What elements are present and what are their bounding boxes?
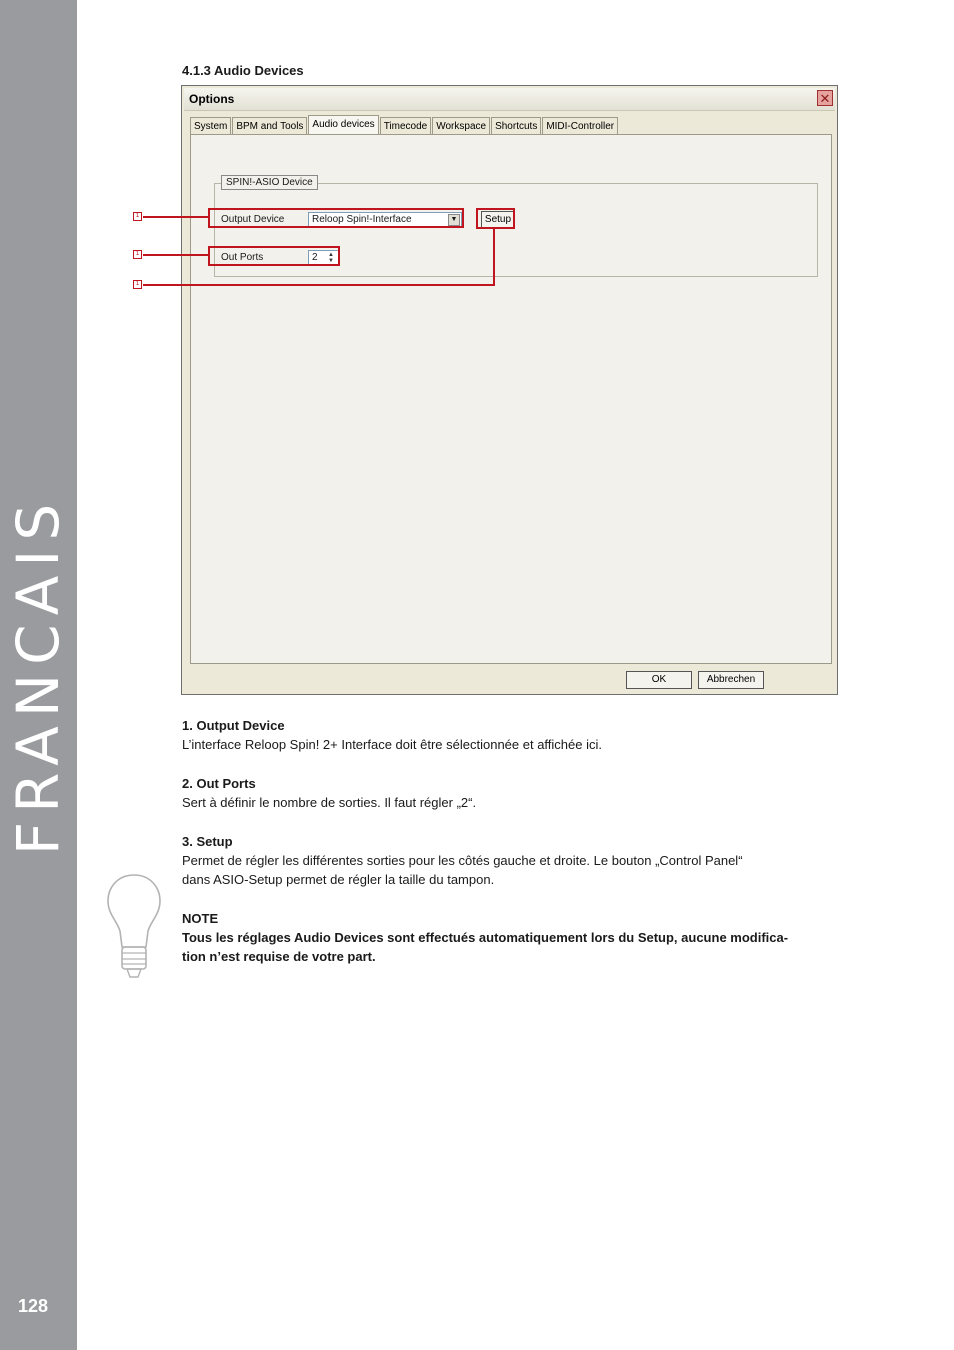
dialog-title: Options — [189, 92, 235, 106]
tab-shortcuts[interactable]: Shortcuts — [491, 117, 541, 135]
chevron-down-icon[interactable]: ▼ — [448, 214, 460, 226]
language-label: FRANCAIS — [4, 494, 72, 856]
out-ports-value: 2 — [312, 252, 318, 263]
item-output-device — [182, 716, 842, 754]
item3-text-line2: dans ASIO-Setup permet de régler la taille du tampon. — [182, 872, 495, 887]
callout-out-ports-box — [208, 246, 340, 266]
ok-button[interactable]: OK — [626, 671, 692, 689]
tab-bar — [190, 117, 619, 135]
dialog-titlebar — [184, 88, 835, 111]
language-sidebar — [0, 0, 77, 1350]
tab-bpm-and-tools[interactable]: BPM and Tools — [232, 117, 307, 135]
tab-audio-devices[interactable]: Audio devices — [308, 115, 378, 136]
callout-line-3 — [143, 284, 495, 286]
item1-text: L’interface Reloop Spin! 2+ Interface doit être sélectionnée et affichée ici. — [182, 737, 602, 752]
output-device-label: Output Device — [221, 214, 285, 225]
item1-heading: 1. Output Device — [182, 718, 285, 733]
callout-line-1 — [143, 216, 208, 218]
page-number: 128 — [18, 1296, 49, 1316]
cancel-button[interactable]: Abbrechen — [698, 671, 764, 689]
tab-workspace[interactable]: Workspace — [432, 117, 490, 135]
item3-heading: 3. Setup — [182, 834, 233, 849]
setup-button[interactable]: Setup — [481, 211, 515, 229]
item3-text-line1: Permet de régler les différentes sorties pour les côtés gauche et droite. Le bouton „Control Panel“ — [182, 853, 743, 868]
callout-marker-2: 1 — [133, 250, 142, 259]
options-dialog — [181, 85, 838, 695]
callout-output-device-box — [208, 208, 464, 228]
item2-text: Sert à définir le nombre de sorties. Il faut régler „2“. — [182, 795, 477, 810]
output-device-value: Reloop Spin!-Interface — [312, 214, 412, 225]
tab-midi-controller[interactable]: MIDI-Controller — [542, 117, 618, 135]
item-out-ports — [182, 774, 842, 812]
spin-arrows-icon[interactable]: ▲ ▼ — [328, 252, 334, 264]
callout-setup-box — [476, 208, 515, 229]
tab-system[interactable]: System — [190, 117, 231, 135]
note-text-line2: tion n’est requise de votre part. — [182, 949, 376, 964]
tab-timecode[interactable]: Timecode — [380, 117, 432, 135]
group-title: SPIN!-ASIO Device — [221, 175, 318, 190]
callout-line-3-vertical — [493, 229, 495, 286]
callout-line-2 — [143, 254, 208, 256]
item-setup — [182, 832, 842, 889]
close-button[interactable] — [817, 90, 833, 106]
section-title: 4.1.3 Audio Devices — [182, 63, 304, 78]
close-icon: ✕ — [819, 91, 831, 106]
callout-marker-3: 1 — [133, 280, 142, 289]
note-block — [182, 909, 842, 966]
note-text-line1: Tous les réglages Audio Devices sont effectués automatiquement lors du Setup, aucune modifica- — [182, 930, 789, 945]
item2-heading: 2. Out Ports — [182, 776, 256, 791]
out-ports-label: Out Ports — [221, 252, 264, 263]
note-heading: NOTE — [182, 911, 219, 926]
lightbulb-icon — [105, 873, 163, 981]
callout-marker-1: 1 — [133, 212, 142, 221]
